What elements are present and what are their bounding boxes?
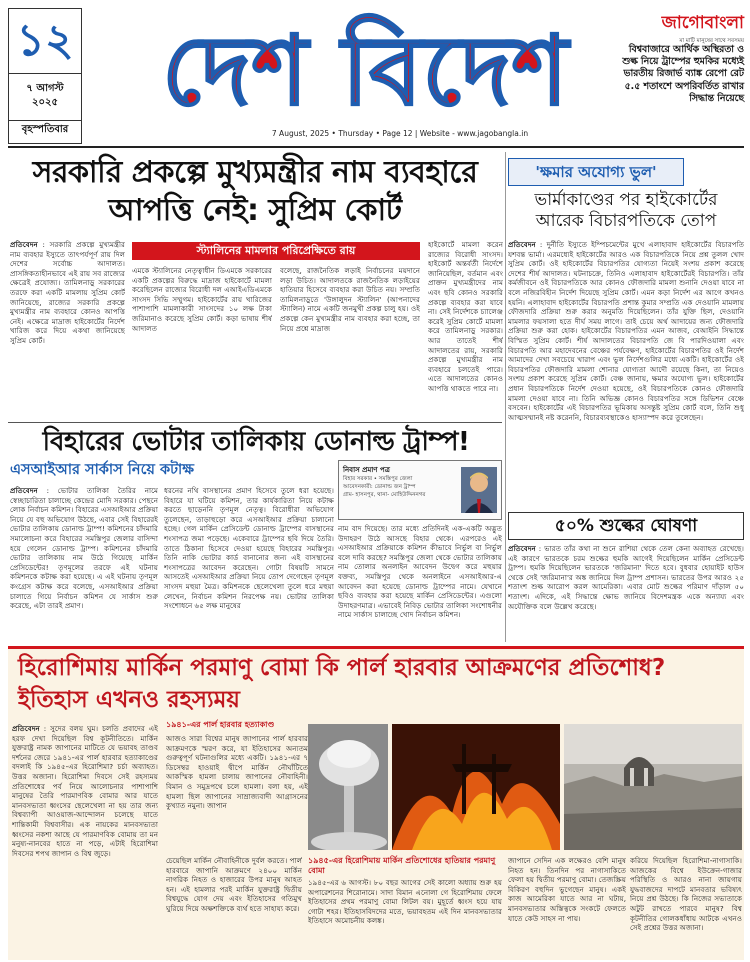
duty-headline: ৫০% শুল্কের ঘোষণা	[508, 512, 744, 540]
hiroshima-column-1: প্রতিবেদন : সুদের বলয় ঘুম। চলতি প্রবাদের এই হরফ দেখা দিয়েছিল বিশ্ব কূটনীতিতে। মার্কিন যুক্তরাষ্ট্র নামক জাপানের মাটিতে যে ভয়াবহ তাণ্ডব দর্শনের জেরে ১৯৪১-এর পার্ল হারবার হত্যাকাণ্ডের বদলাই কি ১৯৪৫-এর হিরোশিমা? চর্চা অব্যাহত। উত্তর অজানা। হিরোশিমা দিবসে সেই রহস্যময় প্রতিশোধের পর্ব নিয়ে আলোচনার পাশাপাশি মানুষের তৈরি পারমাণবিক বোমার আর যাতে মানবসভ্যতা ধ্বংসের ছেলেখেলা না হয় তার জন্য বিশ্বব্যাপী আওয়াজ-আন্দোলন চলেছে যাতে শান্তিকামী বিশ্ববাসীর। এক নায়কের মানবসভ্যতা ধ্বংসের নকশা আছে যে পারমাণবিক বোমায় তা মন মনুষ্য-নানবের হাতে না পড়ে, এটাই হিরোশিমা দিবসের শপথ জাপান ও বিশ্ব জুড়ে।	[12, 724, 158, 858]
section-logo	[125, 12, 605, 122]
bihar-text-1: ভোটার তালিকা তৈরির নামে স্বেচ্ছাচারিতা চালাচ্ছে কেন্দ্রের মোদি সরকার। পেছনে লোক নির্বাচন কমিশন। বিহারের এসআইআর প্রক্রিয়া নিয়ে যে বহু অভিযোগ উঠছে, এবার সেই বিহারেরই ভোটার তালিকায় ডোনাল্ড ট্রাম্প! কমিশনের চাঁদমারি সমালোচনা করে বিহারের সমস্তিপুর জেলার বাসিন্দা হয়ে গেলেন ডোনাল্ড ট্রাম্প। কমিশনের চাঁদমারি ভোটার তালিকায় নাম উঠে গিয়েছে মার্কিন প্রেসিডেন্টের! তৃণমূলের তরফে এই ঘটনায় কমিশনকে কটাক্ষ করা হয়েছে। এ এই ঘটনায় তৃণমূল কংগ্রেস কটাক্ষ করে বলেছে, এসআইআর প্রক্রিয়া চালাতে গিয়ে নির্বাচন কমিশন যে সার্কাস শুরু করেছে, এটা তারই প্রমাণ।	[10, 486, 158, 611]
residence-certificate-image	[338, 460, 502, 520]
publisher-logo	[622, 10, 744, 46]
hiroshima-bomb-caption: ১৯৪৫-এর হিরোশিমায় মার্কিন প্রতিশোধের হাতিয়ার পরমাণু বোমা	[308, 856, 496, 875]
page-subline: 7 August, 2025 • Thursday • Page 12 | Website - www.jagobangla.in	[271, 129, 529, 138]
right-byline: প্রতিবেদন	[508, 240, 536, 249]
hiroshima-column-5: করিয়ে দিয়েছিল হিরোশিমা-নাগাসাকি। আজকের বিশ্বে ইউক্রেন-গাজার পরিস্থিতি ও আরও নানা জায়গায় যুদ্ধবাজদের দাপটে মানবতার ভবিষ্যৎ নিয়ে প্রশ্ন উঠছে। কি নিজের সভ্যতাকে অটুট রাখতে পারবে মানুষ? বিশ্ব কূটনীতির গোলকধাঁধায় আটকে এখনও সেই প্রশ্নের উত্তর অজানা।	[630, 856, 742, 933]
hiroshima-column-3: ১৯৪৫-এর ৬ আগস্ট। ৮০ বছর আগের সেই কালো অধ্যায় শুরু হয় অপারেশনের শিরোনামে। সাদা বিমান এনোলা গে হিরোশিমায় ফেলে ইতিহাসের প্রথম পরমাণু বোমা লিটল বয়। মুহূর্তে ধ্বংস হয়ে যায় গোটা শহর। ইতিহাসবিদদের মতে, ভয়াবহতম এই দিন মানবসভ্যতার ইতিহাসে অমোচনীয় কলঙ্ক।	[308, 878, 502, 926]
publisher-name: জাগোবাংলা	[661, 13, 744, 33]
certificate-text: বিহার সরকার • সমস্তিপুর জেলা আবেদনকারী: ডোনাল্ড জন ট্রাম্প গ্রাম- হাসনপুর, থানা- মোহিউদ্দিননগর	[343, 476, 426, 498]
hiroshima-column-2b: চেয়েছিল মার্কিন নৌবাহিনীকে দুর্বল করতে। পার্ল হারবারে জাপানি আক্রমণে ২৪০০ মার্কিন নাগরিক নিহত ও হাজারের উপর মানুষ আহত হন। এই হামলার পরই মার্কিন যুক্তরাষ্ট্র দ্বিতীয় বিশ্বযুদ্ধে যোগ দেয় এবং ইতিহাসের গতিমুখ ঘুরিয়ে দিয়ে অক্ষশক্তিকে ব্যর্থ হতে সাহায্য করে।	[166, 856, 302, 913]
right-story-text: দুর্নীতি ইস্যুতে ইম্পিচমেন্টের মুখে এলাহাবাদ হাইকোর্টের বিচারপতি যশবন্ত ভার্মা। এরমধ্যেই হাইকোর্টের আরও এক বিচারপতিকে নিয়ে প্রশ্ন তুলল খোদ সুপ্রিম কোর্ট। ওই হাইকোর্টের বিচারপতির যোগ্যতা নিয়েই সংশয় প্রকাশ করেছে দেশের শীর্ষ আদালত। ঘটনাচক্রে, তিনিও এলাহাবাদ হাইকোর্টেরই বিচারপতি। তাঁর কর্মজীবনে ওই বিচারপতিকে আর কোনও ফৌজদারি মামলা শুনানি দেওয়া যাবে না বলে নজিরবিহীন নির্দেশ দিয়েছে সুপ্রিম কোর্ট। এমন কড়া নির্দেশ এর আগে কখনও হয়নি। এলাহাবাদ হাইকোর্টের বিচারপতি প্রশান্ত কুমার সম্প্রতি এক দেওয়ানি মামলায় ফৌজদারি প্রক্রিয়া শুরু করার অনুমতি দিয়েছিলেন। তাঁর যুক্তি ছিল, দেওয়ানি মামলার ফয়সালা হতে দীর্ঘ সময় লাগে। তাই চেয়ে অর্থ আদায়ের জন্য ফৌজদারি প্রক্রিয়া শুরু করা হোক। হাইকোর্টের বিচারপতির এমন আজব, বেআইনি সিদ্ধান্তে বিস্মিত সুপ্রিম কোর্ট। শীর্ষ আদালতের বিচারপতি জে বি পারদিওয়ালা এবং বিচারপতি আর মহাদেবনের বেঞ্চের পর্যবেক্ষণ, হাইকোর্টের বিচারপতির ওই নির্দেশ আমাদের দেখা সবচেয়ে খারাপ এবং ভুল নির্দেশগুলির মধ্যে একটি। হাইকোর্টের ওই বিচারপতির ফৌজদারি মামলা শোনার যোগ্যতা আদৌ রয়েছে কিনা, তা নিয়েও সংশয় প্রকাশ করেছে সুপ্রিম কোর্ট। বেঞ্চ জানায়, ক্ষমার অযোগ্য ভুল। হাইকোর্টের প্রধান বিচারপতিকে নির্দেশ দেওয়া হয়েছে, ওই বিচারপতিকে কোনও ফৌজদারি মামলা দেওয়া যাবে না। তিনি অভিজ্ঞ কোনও বিচারপতির সঙ্গে ডিভিশন বেঞ্চে বসবেন। হাইকোর্টের এই বিচারপতির ভূমিকায় অসন্তুষ্ট সুপ্রিম কোর্ট বলে, তিনি শুধু আত্মসম্মানই নষ্ট করেননি, বিচারব্যবস্থাকেও হাস্যাস্পদ করে তুলেছেন।	[508, 240, 744, 422]
masthead-rule	[8, 146, 744, 148]
lead-column-4: হাইকোর্টে মামলা করেন রাজ্যের বিরোধী সাংসদ। হাইকোর্ট অন্তর্বর্তী নির্দেশে জানিয়েছিল, বর্তমান এবং প্রাক্তন মুখ্যমন্ত্রীদের নাম এবং ছবি কোনও সরকারি প্রকল্পে ব্যবহার করা যাবে না। সেই নির্দেশকে চ্যালেঞ্জ করেই সুপ্রিম কোর্টে মামলা করে তামিলনাড়ু সরকার। আর তাতেই শীর্ষ আদালতের রায়, সরকারি প্রকল্পে মুখ্যমন্ত্রীর নাম ব্যবহারে চলতেই পারে। এতে আদালতের কোনও আপত্তি থাকতে পারে না।	[428, 240, 503, 393]
pearl-harbor-caption: ১৯৪১-এর পার্ল হারবার হত্যাকাণ্ড	[166, 720, 275, 729]
hiroshima-column-4: জাপানে সেদিন এক লক্ষেরও বেশি মানুষ নিহত হন। তিনদিন পর নাগাসাকিতে ফেলা হয় দ্বিতীয় পরমাণু বোমা। তেজস্ক্রিয় বিকিরণ বহুদিন ভুগেছেন মানুষ। একই কাজ আমেরিকা যাতে আর না ঘটায়, মানবসভ্যতার অস্তিত্বকে সংকটে ফেলতে যাতে কেউ সাহস না পায়।	[508, 856, 626, 923]
certificate-title: নিবাস প্রমাণ পত্র	[343, 466, 390, 474]
lead-headline: সরকারি প্রকল্পে মুখ্যমন্ত্রীর নাম ব্যবহারে আপত্তি নেই: সুপ্রিম কোর্ট	[32, 155, 478, 228]
section-rule	[8, 422, 502, 423]
bihar-byline: প্রতিবেদন	[10, 486, 38, 495]
lead-column-1: প্রতিবেদন : সরকারি প্রকল্পে মুখ্যমন্ত্রীর নাম ব্যবহার ইস্যুতে তাৎপর্যপূর্ণ রায় দিল দেশের সর্বোচ্চ আদালত। প্রাসঙ্গিকতাহীনভাবে এই রায় সব রাজ্যের ক্ষেত্রেই প্রযোজ্য। তামিলনাড়ু সরকারের তরফে করা একটি মামলায় সুপ্রিম কোর্ট জানিয়েছে, রাজ্যের সরকারি প্রকল্পে মুখ্যমন্ত্রীর নাম ব্যবহারে কোনও আপত্তি নেই। এক্ষেত্রে মাদ্রাজ হাইকোর্টের নির্দেশ খারিজ করে দিয়ে একথা জানিয়েছে সুপ্রিম কোর্ট।	[10, 240, 125, 345]
hiroshima-ruins-image	[564, 724, 742, 850]
bihar-headline: বিহারের ভোটার তালিকায় ডোনাল্ড ট্রাম্প!	[42, 427, 470, 457]
date-box	[8, 8, 82, 144]
hiroshima-text-1: সুদের বলয় ঘুম। চলতি প্রবাদের এই হরফ দেখা দিয়েছিল বিশ্ব কূটনীতিতে। মার্কিন যুক্তরাষ্ট্র নামক জাপানের মাটিতে যে ভয়াবহ তাণ্ডব দর্শনের জেরে ১৯৪১-এর পার্ল হারবার হত্যাকাণ্ডের বদলাই কি ১৯৪৫-এর হিরোশিমা? চর্চা অব্যাহত। উত্তর অজানা। হিরোশিমা দিবসে সেই রহস্যময় প্রতিশোধের পর্ব নিয়ে আলোচনার পাশাপাশি মানুষের তৈরি পারমাণবিক বোমার আর যাতে মানবসভ্যতা ধ্বংসের ছেলেখেলা না হয় তার জন্য বিশ্বব্যাপী আওয়াজ-আন্দোলন চলেছে যাতে শান্তিকামী বিশ্ববাসীর। এক নায়কের মানবসভ্যতা ধ্বংসের নকশা আছে যে পারমাণবিক বোমায় তা মন মনুষ্য-নানবের হাতে না পড়ে, এটাই হিরোশিমা দিবসের শপথ জাপান ও বিশ্ব জুড়ে।	[12, 724, 158, 858]
bihar-column-1: প্রতিবেদন : ভোটার তালিকা তৈরির নামে স্বেচ্ছাচারিতা চালাচ্ছে কেন্দ্রের মোদি সরকার। পেছনে লোক নির্বাচন কমিশন। বিহারের এসআইআর প্রক্রিয়া নিয়ে যে বহু অভিযোগ উঠছে, এবার সেই বিহারেরই ভোটার তালিকায় ডোনাল্ড ট্রাম্প! কমিশনের চাঁদমারি সমালোচনা করে বিহারের সমস্তিপুর জেলার বাসিন্দা হয়ে গেলেন ডোনাল্ড ট্রাম্প। কমিশনের চাঁদমারি ভোটার তালিকায় নাম উঠে গিয়েছে মার্কিন প্রেসিডেন্টের! তৃণমূলের তরফে এই ঘটনায় কমিশনকে কটাক্ষ করা হয়েছে। এ এই ঘটনায় তৃণমূল কংগ্রেস কটাক্ষ করে বলেছে, এসআইআর প্রক্রিয়া চালাতে গিয়ে নির্বাচন কমিশন যে সার্কাস শুরু করেছে, এটা তারই প্রমাণ।	[10, 486, 158, 611]
right-story-headline: ভার্মাকাণ্ডের পর হাইকোর্টের আরেক বিচারপতিকে তোপ	[534, 190, 718, 231]
bihar-column-3: নাম বাদ দিয়েছে। তার মধ্যে প্রতিদিনই এক-একটি অদ্ভুত উদাহরণ উঠে আসছে বিহার থেকে। এরপরেও এই এসআইআর প্রক্রিয়াকে কমিশন কীভাবে নির্ভুল বা নির্ভুল বলে দাবি করছে? সমস্তিপুর জেলা থেকে ভোটার তালিকায় নাম তোলার অনলাইন আবেদন উদ্বেগ করে মহুয়ার বক্তব্য, সমস্তিপুর থেকে অনলাইনে এসআইআর-এ আবেদন করা হয়েছে ডোনাল্ড ট্রাম্পের নামে। যেখানে ছবিও ব্যবহার করা হয়েছে মার্কিন প্রেসিডেন্টের। এগুলো উদাহরণমাত্র। এভাবেই নিবিড় ভোটার তালিকা সংশোধনীর নামে সার্কাস চালাচ্ছে খোদ নির্বাচন কমিশন।	[338, 524, 502, 620]
lead-column-2: এমকে স্ট্যালিনের নেতৃত্বাধীন ডিএমকে সরকারের একটি প্রকল্পের বিরুদ্ধে মাদ্রাজ হাইকোর্টে মামলা করেছিলেন রাজ্যের বিরোধী দল এআইএডিএমকে সাংসদ সিভি সম্মুগম। হাইকোর্টের রায় খারিজের পাশাপাশি মামলাকারী সাংসদের ১০ লক্ষ টাকা জরিমানাও করেছে সুপ্রিম কোর্ট। কড়া ভাষায় শীর্ষ আদালত	[132, 266, 272, 333]
hiroshima-column-2: আজও সারা বিশ্বের মানুষ জাপানের পার্ল হারবার আক্রমণকে স্মরণ করে, যা ইতিহাসের অন্যতম গুরুত্বপূর্ণ ঘটনাগুলির মধ্যে একটি। ১৯৪১-এর ৭ ডিসেম্বর হাওয়াই দ্বীপে মার্কিন নৌঘাঁটিতে আকস্মিক হামলা চালায় জাপানের নৌবাহিনী। বিমান ও সমুদ্রপথে চলে হামলা। বলা হয়, এই হামলা ছিল জাপানের সাম্রাজ্যবাদী আগ্রাসনের কুখ্যাত নমুনা। জাপান	[166, 734, 308, 811]
right-column-rule	[505, 152, 506, 642]
hiroshima-headline: হিরোশিমায় মার্কিন পরমাণু বোমা কি পার্ল হারবার আক্রমণের প্রতিশোধ? ইতিহাস এখনও রহস্যময়	[18, 655, 666, 713]
right-story-body: প্রতিবেদন : দুর্নীতি ইস্যুতে ইম্পিচমেন্টের মুখে এলাহাবাদ হাইকোর্টের বিচারপতি যশবন্ত ভার্মা। এরমধ্যেই হাইকোর্টের আরও এক বিচারপতিকে নিয়ে প্রশ্ন তুলল খোদ সুপ্রিম কোর্ট। ওই হাইকোর্টের বিচারপতির যোগ্যতা নিয়েই সংশয় প্রকাশ করেছে দেশের শীর্ষ আদালত। ঘটনাচক্রে, তিনিও এলাহাবাদ হাইকোর্টেরই বিচারপতি। তাঁর কর্মজীবনে ওই বিচারপতিকে আর কোনও ফৌজদারি মামলা শুনানি দেওয়া যাবে না বলে নজিরবিহীন নির্দেশ দিয়েছে সুপ্রিম কোর্ট। এমন কড়া নির্দেশ এর আগে কখনও হয়নি। এলাহাবাদ হাইকোর্টের বিচারপতি প্রশান্ত কুমার সম্প্রতি এক দেওয়ানি মামলায় ফৌজদারি প্রক্রিয়া শুরু করার অনুমতি দিয়েছিলেন। তাঁর যুক্তি ছিল, দেওয়ানি মামলার ফয়সালা হতে দীর্ঘ সময় লাগে। তাই চেয়ে অর্থ আদায়ের জন্য ফৌজদারি প্রক্রিয়া শুরু করা হোক। হাইকোর্টের বিচারপতির এমন আজব, বেআইনি সিদ্ধান্তে বিস্মিত সুপ্রিম কোর্ট। শীর্ষ আদালতের বিচারপতি জে বি পারদিওয়ালা এবং বিচারপতি আর মহাদেবনের বেঞ্চের পর্যবেক্ষণ, হাইকোর্টের বিচারপতির ওই নির্দেশ আমাদের দেখা সবচেয়ে খারাপ এবং ভুল নির্দেশগুলির মধ্যে একটি। হাইকোর্টের ওই বিচারপতির ফৌজদারি মামলা শোনার যোগ্যতা আদৌ রয়েছে কিনা, তা নিয়েও সংশয় প্রকাশ করেছে সুপ্রিম কোর্ট। বেঞ্চ জানায়, ক্ষমার অযোগ্য ভুল। হাইকোর্টের প্রধান বিচারপতিকে নির্দেশ দেওয়া হয়েছে, ওই বিচারপতিকে কোনও ফৌজদারি মামলা দেওয়া যাবে না। তিনি অভিজ্ঞ কোনও বিচারপতির সঙ্গে ডিভিশন বেঞ্চে বসবেন। হাইকোর্টের এই বিচারপতির ভূমিকায় অসন্তুষ্ট সুপ্রিম কোর্ট বলে, তিনি শুধু আত্মসম্মানই নষ্ট করেননি, বিচারব্যবস্থাকেও হাস্যাস্পদ করে তুলেছেন।	[508, 240, 744, 422]
hiroshima-byline: প্রতিবেদন	[12, 724, 40, 733]
publisher-tagline: মা মাটি মানুষের সাথে সবসময়	[679, 38, 744, 44]
section-title: দেশ বিদেশ	[161, 15, 569, 122]
trump-photo	[461, 467, 497, 513]
duty-body: প্রতিবেদন : ভারত তাঁর কথা না শুনে রাশিয়া থেকে তেল কেনা অব্যাহত রেখেছে। এই কারণে ভারতকে চরম শুল্কের হুমকি আগেই দিয়েছিলেন মার্কিন প্রেসিডেন্ট ট্রাম্প। হুমকি দিয়েছিলেন ভারতকে 'জরিমানা' দিতে হবে। বুধবার হোয়াইট হাউস থেকে সেই 'জরিমানা'র অঙ্ক জানিয়ে দিল ট্রাম্প প্রশাসন। ভারতের উপর আরও ২৫ শতাংশ শুল্ক আরোপ করল আমেরিকা। এবার মোট শুল্কের পরিমাণ দাঁড়াল ৫০ শতাংশ। এদিকে, এই সিদ্ধান্তে ক্ষোভ জানিয়ে বিদেশমন্ত্রক একে অন্যায্য এবং অযৌক্তিক বলে উল্লেখ করেছে।	[508, 544, 744, 611]
issue-day: বৃহস্পতিবার	[9, 120, 81, 139]
bihar-subhead: এসআইআর সার্কাস নিয়ে কটাক্ষ	[10, 462, 194, 478]
lead-text-1: সরকারি প্রকল্পে মুখ্যমন্ত্রীর নাম ব্যবহার ইস্যুতে তাৎপর্যপূর্ণ রায় দিল দেশের সর্বোচ্চ আদালত। প্রাসঙ্গিকতাহীনভাবে এই রায় সব রাজ্যের ক্ষেত্রেই প্রযোজ্য। তামিলনাড়ু সরকারের তরফে করা একটি মামলায় সুপ্রিম কোর্ট জানিয়েছে, রাজ্যের সরকারি প্রকল্পে মুখ্যমন্ত্রীর নাম ব্যবহারে কোনও আপত্তি নেই। এক্ষেত্রে মাদ্রাজ হাইকোর্টের নির্দেশ খারিজ করে দিয়ে একথা জানিয়েছে সুপ্রিম কোর্ট।	[10, 240, 125, 345]
lead-byline: প্রতিবেদন	[10, 240, 38, 249]
mushroom-cloud-image	[308, 724, 388, 850]
issue-date: ৭ আগস্ট ২০২৫	[26, 83, 64, 108]
news-brief: বিশ্ববাজারে আর্থিক অস্থিরতা ও শুল্ক নিয়ে ট্রাম্পের হুমকির মধ্যেই ভারতীয় রিজার্ভ ব্যাঙ্ক রেপো রেট ৫.৫ শতাংশে অপরিবর্তিত রাখার সিদ্ধান্ত নিয়েছে	[622, 44, 744, 104]
right-story-tag: 'ক্ষমার অযোগ্য ভুল'	[508, 158, 684, 186]
duty-byline: প্রতিবেদন	[508, 544, 536, 553]
bihar-column-2: ধরনের নথি বাসস্থানের প্রমাণ হিসেবে তুলে ধরা হয়েছে। বিহারে যা ঘটিয়ে কমিশন, তার কার্যকারিতা নিয়ে কটাক্ষ করতে ছাড়েননি তৃণমূল নেতৃত্ব। বিরোধীরা অভিযোগ তুলেছেন, তাড়াহুড়ো করে এসআইআর প্রক্রিয়া চালানো হচ্ছে। গেল মার্কিন প্রেসিডেন্ট ডোনাল্ড ট্রাম্পের বাসস্থানের শংসাপত্র জমা পড়েছে। একেবারে ট্রাম্পের ছবি দিয়ে তৈরি। তাতে ঠিকানা হিসেবে দেওয়া হয়েছে বিহারের সমস্তিপুর। তিনি নাকি ভোটার কার্ড বানানোর জন্য এই বাসস্থানের শংসাপত্রের আবেদন করেছেন। গোটা বিষয়টি সামনে আসতেই এসআইআর প্রক্রিয়া নিয়ে তোপ দেগেছেন তৃণমূল সাংসদ মহুয়া মৈত্র। কমিশনকে ছেলেখেলা তুলে ধরে মহুয়া লেখেন, নির্বাচন কমিশন নিরপেক্ষ নয়। ভোটার তালিকা সংশোধনে ৬৫ লক্ষ মানুষের	[164, 486, 334, 611]
duty-text: ভারত তাঁর কথা না শুনে রাশিয়া থেকে তেল কেনা অব্যাহত রেখেছে। এই কারণে ভারতকে চরম শুল্কের হুমকি আগেই দিয়েছিলেন মার্কিন প্রেসিডেন্ট ট্রাম্প। হুমকি দিয়েছিলেন ভারতকে 'জরিমানা' দিতে হবে। বুধবার হোয়াইট হাউস থেকে সেই 'জরিমানা'র অঙ্ক জানিয়ে দিল ট্রাম্প প্রশাসন। ভারতের উপর আরও ২৫ শতাংশ শুল্ক আরোপ করল আমেরিকা। এবার মোট শুল্কের পরিমাণ দাঁড়াল ৫০ শতাংশ। এদিকে, এই সিদ্ধান্তে ক্ষোভ জানিয়ে বিদেশমন্ত্রক একে অন্যায্য এবং অযৌক্তিক বলে উল্লেখ করেছে।	[508, 544, 744, 611]
lead-subhead: স্ট্যালিনের মামলার পরিপ্রেক্ষিতে রায়	[132, 242, 420, 260]
burning-ship-image	[392, 724, 560, 850]
lead-column-3: বলেছে, রাজনৈতিক লড়াই নির্বাচনের ময়দানে লড়া উচিত। আদালতকে রাজনৈতিক লড়াইয়ের হাতিয়ার হিসেবে ব্যবহার করা উচিত নয়। সম্প্রতি তামিলনাড়ুতে 'উঙ্গালুদন স্ট্যালিন' (আপনাদের স্ট্যালিন) নামে একটি জনমুখী প্রকল্প চালু হয়। ওই প্রকল্পে কেন মুখ্যমন্ত্রীর নাম ব্যবহার করা হচ্ছে, তা নিয়ে প্রশ্নে মাদ্রাজ	[280, 266, 420, 333]
lead-middle	[132, 240, 420, 418]
page-number: ১২	[9, 9, 81, 74]
